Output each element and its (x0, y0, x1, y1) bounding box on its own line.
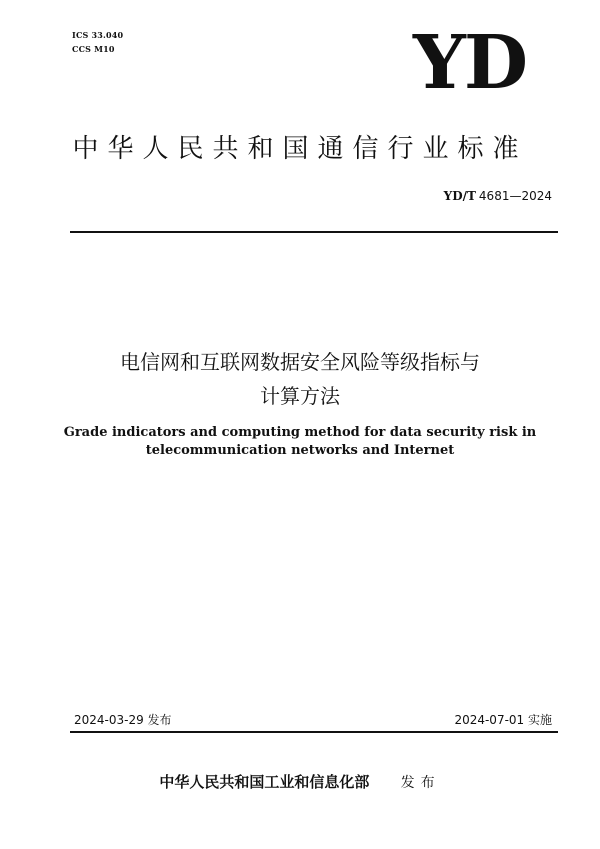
title-en-line1: Grade indicators and computing method for data security risk in (63, 425, 537, 440)
ics-code: ICS 33.040 (72, 30, 124, 40)
ccs-code: CCS M10 (72, 44, 115, 54)
yd-logo: YD (413, 20, 526, 106)
top-divider (70, 231, 558, 233)
standard-code-prefix: YD/T (443, 189, 476, 203)
bottom-divider (70, 731, 558, 733)
issuer-action: 发布 (400, 775, 441, 791)
issuer-name: 中华人民共和国工业和信息化部 (159, 773, 370, 791)
implement-date: 2024-07-01 实施 (454, 713, 552, 727)
title-zh-line1: 电信网和互联网数据安全风险等级指标与 (120, 350, 480, 374)
title-en-line2: telecommunication networks and Internet (145, 443, 455, 458)
issuer (0, 771, 600, 792)
standard-code-number: 4681—2024 (478, 189, 552, 203)
standard-code (444, 189, 552, 204)
standard-category-title: 中华人民共和国通信行业标准 (72, 134, 528, 164)
publish-date: 2024-03-29 发布 (74, 713, 172, 727)
title-zh-line2: 计算方法 (260, 384, 340, 408)
